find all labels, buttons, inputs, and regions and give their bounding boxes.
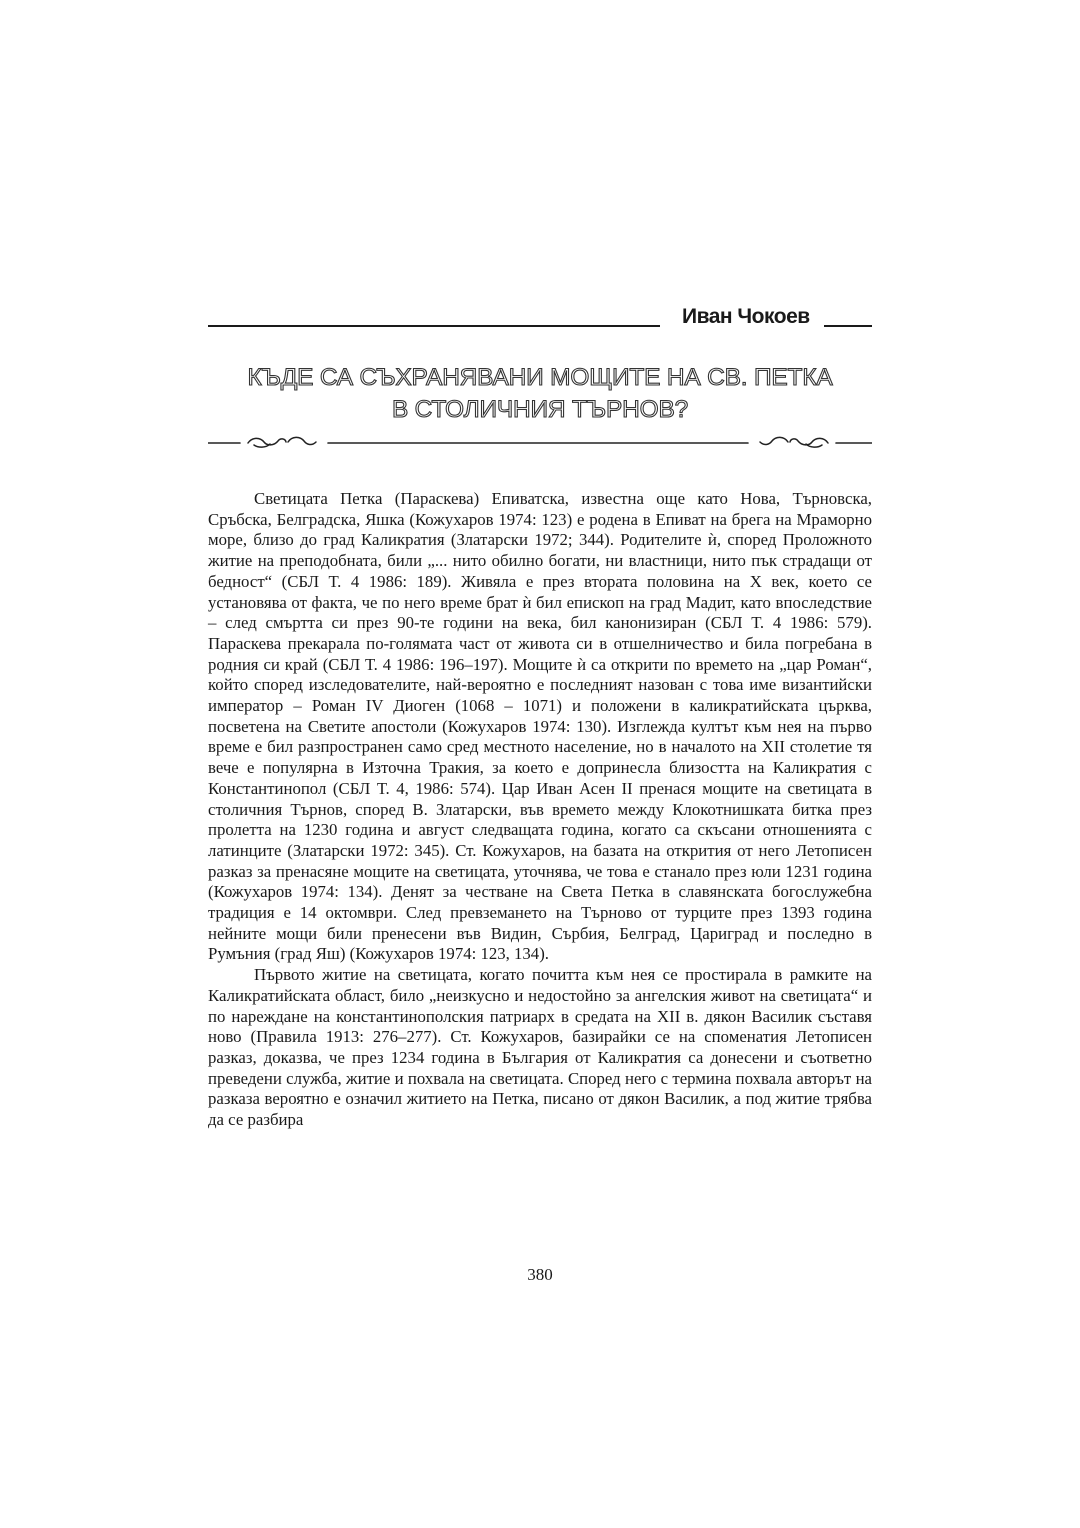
flourish-right-icon — [760, 437, 828, 447]
body-paragraph-1: Светицата Петка (Параскева) Епиватска, известна още като Нова, Търновска, Сръбска, Белградска, Яшка (Кожухаров 1974: 123) е родена в Епиват на брега на Мраморно море, близо до град Каликратия (Златарски 1972; 344). Родителите ѝ, според Проложното житие на преподобната, били „... нито обилно богати, ни властници, нито пък страдащи от бедност“ (СБЛ Т. 4 1986: 189). Живяла е през втората половина на X век, което се установява от факта, че по него време брат ѝ бил епископ на град Мадит, като впоследствие – след смъртта си през 90-те години на века, бил канонизиран (СБЛ Т. 4 1986: 579). Параскева прекарала по-голямата част от живота си в отшелничество и била погребана в родния си край (СБЛ Т. 4 1986: 196–197). Мощите ѝ са открити по времето на „цар Роман“, който според изследователите, най-вероятно е последният назован с това име византийски император – Роман IV Диоген (1068 – 1071) и положени в каликратийската църква, посветена на Светите апостоли (Кожухаров 1974: 130). Изглежда култът към нея на първо време е бил разпространен само сред местното население, но в началото на XII столетие тя вече е популярна в Източна Тракия, за което е допринесла близостта на Каликратия с Константинопол (СБЛ Т. 4, 1986: 574). Цар Иван Асен II пренася мощите на светицата в столичния Търнов, според В. Златарски, във времето между Клокотнишката битка през пролетта на 1230 година и август следващата година, когато са скъсани отношенията с латинците (Златарски 1972: 345). Ст. Кожухаров, на базата на открития от него Летописен разказ за пренасяне мощите на светицата, уточнява, че това е станало през юли 1231 година (Кожухаров 1974: 134). Денят за честване на Света Петка в славянската богослужебна традиция е 14 октомври. След превземането на Търново от турците през 1393 година нейните мощи били пренесени във Видин, Сърбия, Белград, Цариград и последно в Румъния (град Яш) (Кожухаров 1974: 123, 134). — [208, 489, 872, 964]
flourish-left-icon — [248, 437, 316, 447]
article-title-line-1: КЪДЕ СА СЪХРАНЯВАНИ МОЩИТЕ НА СВ. ПЕТКА — [247, 364, 833, 391]
body-paragraph-2: Първото житие на светицата, когато почитта към нея се простирала в рамките на Каликратийската област, било „неизкусно и недостойно за ангелския живот на светицата“ и по нареждане на константинополския патриарх в средата на XII в. дякон Василик съставя ново (Правила 1913: 276–277). Ст. Кожухаров, базирайки се на споменатия Летописен разказ, доказва, че през 1234 година в България от Каликратия са донесени и съответно преведени служба, житие и похвала на светицата. Според него с термина похвала авторът на разказа вероятно е означил житието на Петка, писано от дякон Василик, а под житие трябва да се разбира — [208, 965, 872, 1130]
header-rule-left — [208, 325, 660, 327]
article-title — [200, 362, 880, 426]
page-number: 380 — [527, 1265, 553, 1284]
article-title-line-2: В СТОЛИЧНИЯ ТЪРНОВ? — [391, 396, 689, 423]
article-body — [208, 489, 872, 1131]
author-name: Иван Чокоев — [682, 305, 810, 328]
author-header — [208, 305, 872, 339]
ornament-divider — [208, 432, 872, 452]
header-rule-right — [824, 325, 872, 327]
